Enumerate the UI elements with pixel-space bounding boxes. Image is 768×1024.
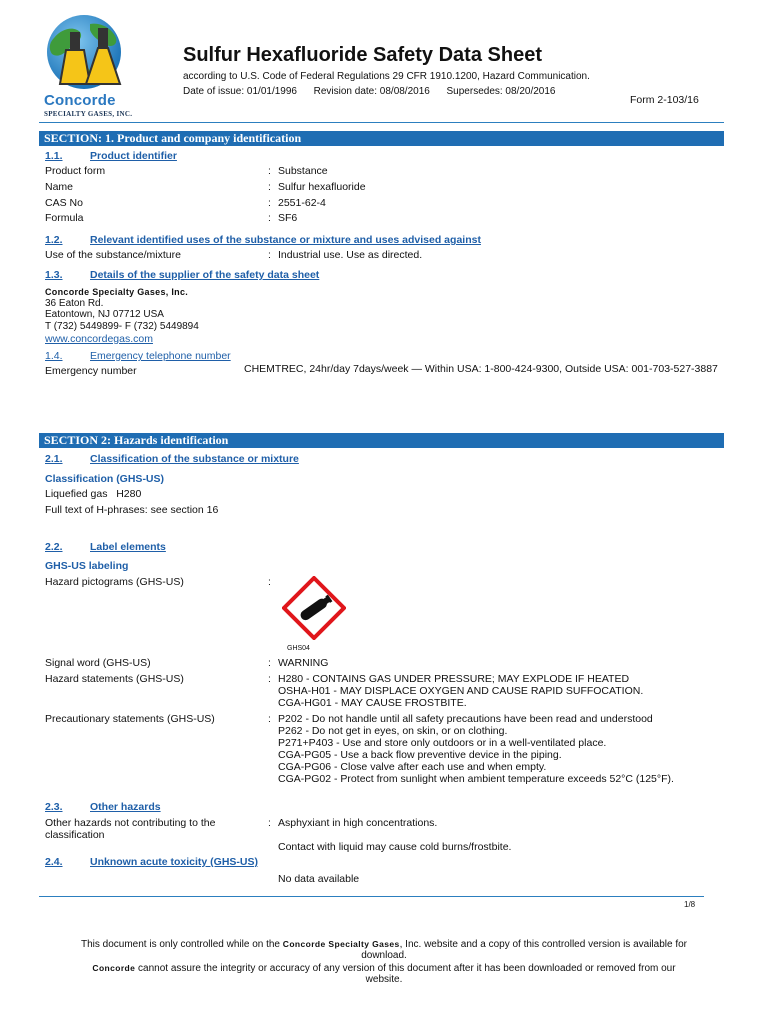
- classification-line: Liquefied gas H280: [45, 488, 142, 500]
- footer-line-2: download.: [361, 950, 407, 961]
- colon: :: [268, 713, 271, 725]
- emergency-label: Emergency number: [45, 365, 137, 377]
- subsection-2-3-number: 2.3.: [45, 801, 63, 813]
- subsection-1-4-number: 1.4.: [45, 350, 63, 362]
- subsection-1-3-title: Details of the supplier of the safety data sheet: [90, 269, 320, 281]
- page-number: 1/8: [684, 900, 696, 909]
- colon: :: [268, 249, 271, 261]
- footer-brand: Concorde Specialty Gases: [282, 939, 400, 949]
- hazard-statements-label: Hazard statements (GHS-US): [45, 673, 184, 685]
- colon: :: [268, 657, 271, 669]
- ghs04-gas-cylinder-icon: [282, 576, 346, 640]
- subsection-2-3-title: Other hazards: [90, 801, 161, 813]
- subsection-2-4-title: Unknown acute toxicity (GHS-US): [90, 856, 259, 868]
- colon: :: [268, 197, 271, 209]
- hazard-line: OSHA-H01 - MAY DISPLACE OXYGEN AND CAUSE RAPID SUFFOCATION.: [278, 685, 644, 697]
- document-title: Sulfur Hexafluoride Safety Data Sheet: [183, 44, 542, 66]
- subsection-2-4-number: 2.4.: [45, 856, 63, 868]
- cas-value: 2551-62-4: [278, 197, 326, 209]
- emergency-value: CHEMTREC, 24hr/day 7days/week — Within USA: 1-800-424-9300, Outside USA: 001-703-527-3887: [244, 363, 718, 375]
- pictogram-code: GHS04: [287, 645, 310, 652]
- footer-text: This document is only controlled while on the: [81, 939, 283, 950]
- other-hazards-label: Other hazards not contributing to the: [45, 817, 216, 829]
- formula-value: SF6: [278, 212, 298, 224]
- subsection-1-2-title: Relevant identified uses of the substance or mixture and uses advised against: [90, 234, 481, 246]
- labeling-heading: GHS-US labeling: [45, 560, 129, 572]
- other-hazards-label-cont: classification: [45, 829, 105, 841]
- precaution-line: CGA-PG02 - Protect from sunlight when ambient temperature exceeds 52°C (125°F).: [278, 773, 674, 785]
- signal-word-value: WARNING: [278, 657, 329, 669]
- no-data-text: No data available: [278, 873, 360, 885]
- subsection-1-1-number: 1.1.: [45, 150, 63, 162]
- footer-brand: Concorde: [92, 963, 136, 973]
- brand-subtitle: SPECIALTY GASES, INC.: [44, 110, 133, 118]
- colon: :: [268, 212, 271, 224]
- cas-label: CAS No: [45, 197, 83, 209]
- form-number: Form 2-103/16: [630, 94, 699, 106]
- footer-line-4: website.: [365, 974, 403, 985]
- footer-rule: [39, 896, 704, 897]
- colon: :: [268, 817, 271, 829]
- subsection-1-1-title: Product identifier: [90, 150, 177, 162]
- header-rule: [39, 122, 724, 123]
- signal-word-label: Signal word (GHS-US): [45, 657, 151, 669]
- subsection-1-3-number: 1.3.: [45, 269, 63, 281]
- brand-name: Concorde: [44, 92, 116, 109]
- supplier-phone: T (732) 5449899- F (732) 5449894: [45, 321, 199, 332]
- subsection-2-2-number: 2.2.: [45, 541, 63, 553]
- product-form-label: Product form: [45, 165, 106, 177]
- regulation-line: according to U.S. Code of Federal Regulations 29 CFR 1910.1200, Hazard Communication.: [183, 71, 590, 82]
- other-hazard-value: Contact with liquid may cause cold burns/frostbite.: [278, 841, 512, 853]
- name-value: Sulfur hexafluoride: [278, 181, 366, 193]
- dates-line: Date of issue: 01/01/1996 Revision date: 08/08/2016 Supersedes: 08/20/2016: [183, 86, 556, 97]
- section-1-bar: SECTION: 1. Product and company identification: [39, 131, 724, 146]
- colon: :: [268, 576, 271, 588]
- use-value: Industrial use. Use as directed.: [278, 249, 423, 261]
- formula-label: Formula: [45, 212, 84, 224]
- footer-text: cannot assure the integrity or accuracy of any version of this document after it has been downloaded or removed from our: [135, 963, 676, 974]
- full-text-note: Full text of H-phrases: see section 16: [45, 504, 219, 516]
- pictograms-label: Hazard pictograms (GHS-US): [45, 576, 184, 588]
- precaution-line: P262 - Do not get in eyes, on skin, or on clothing.: [278, 725, 508, 737]
- product-form-value: Substance: [278, 165, 328, 177]
- supplier-website-link[interactable]: www.concordegas.com: [45, 333, 153, 345]
- supplier-company: Concorde Specialty Gases, Inc.: [45, 287, 189, 297]
- hazard-line: CGA-HG01 - MAY CAUSE FROSTBITE.: [278, 697, 467, 709]
- subsection-2-1-title: Classification of the substance or mixture: [90, 453, 299, 465]
- supplier-city: Eatontown, NJ 07712 USA: [45, 309, 164, 320]
- colon: :: [268, 181, 271, 193]
- precaution-line: P271+P403 - Use and store only outdoors or in a well-ventilated place.: [278, 737, 607, 749]
- classification-heading: Classification (GHS-US): [45, 473, 165, 485]
- hazard-line: H280 - CONTAINS GAS UNDER PRESSURE; MAY EXPLODE IF HEATED: [278, 673, 630, 685]
- colon: :: [268, 673, 271, 685]
- precaution-line: CGA-PG05 - Use a back flow preventive device in the piping.: [278, 749, 562, 761]
- precaution-line: CGA-PG06 - Close valve after each use and when empty.: [278, 761, 547, 773]
- section-2-bar: SECTION 2: Hazards identification: [39, 433, 724, 448]
- subsection-2-1-number: 2.1.: [45, 453, 63, 465]
- footer-text: , Inc. website and a copy of this controlled version is available for: [399, 939, 687, 950]
- subsection-2-2-title: Label elements: [90, 541, 166, 553]
- precaution-line: P202 - Do not handle until all safety precautions have been read and understood: [278, 713, 653, 725]
- subsection-1-2-number: 1.2.: [45, 234, 63, 246]
- colon: :: [268, 165, 271, 177]
- name-label: Name: [45, 181, 74, 193]
- supplier-street: 36 Eaton Rd.: [45, 298, 104, 309]
- subsection-1-4-title: Emergency telephone number: [90, 350, 231, 362]
- use-label: Use of the substance/mixture: [45, 249, 181, 261]
- precautionary-label: Precautionary statements (GHS-US): [45, 713, 215, 725]
- other-hazard-value: Asphyxiant in high concentrations.: [278, 817, 438, 829]
